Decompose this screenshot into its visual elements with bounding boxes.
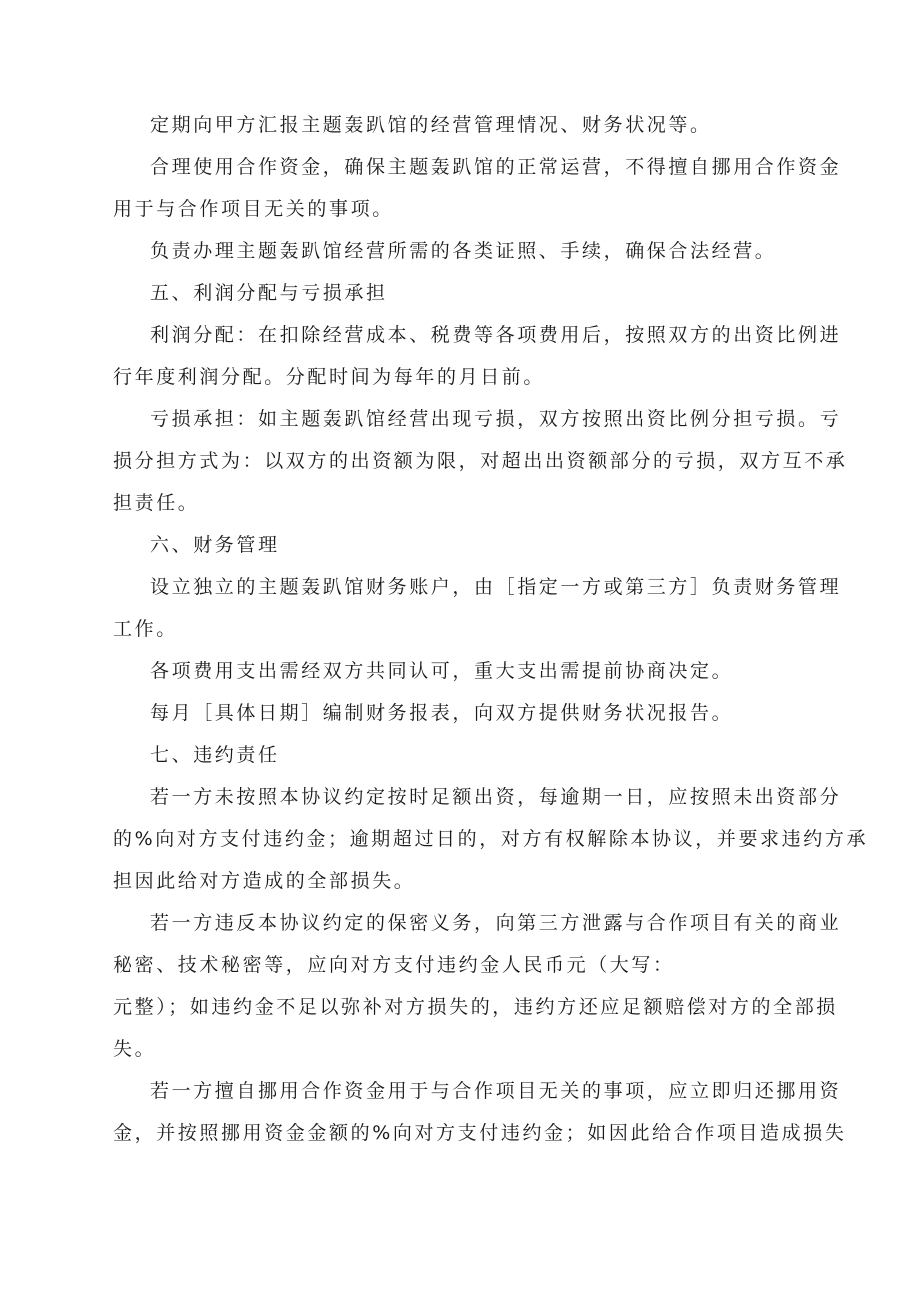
paragraph-line: 秘密、技术秘密等，应向对方支付违约金人民币元（大写： <box>113 954 675 976</box>
paragraph-line: 失。 <box>113 1038 157 1060</box>
paragraph-line: 行年度利润分配。分配时间为每年的月日前。 <box>113 366 546 388</box>
paragraph-line: 若一方未按照本协议约定按时足额出资，每逾期一日，应按照未出资部分 <box>150 786 842 808</box>
paragraph-line: 若一方擅自挪用合作资金用于与合作项目无关的事项，应立即归还挪用资 <box>150 1080 842 1102</box>
paragraph-line: 若一方违反本协议约定的保密义务，向第三方泄露与合作项目有关的商业 <box>150 912 842 934</box>
paragraph-line: 亏损承担：如主题轰趴馆经营出现亏损，双方按照出资比例分担亏损。亏 <box>150 408 842 430</box>
section-heading: 七、违约责任 <box>150 744 280 766</box>
paragraph-line: 各项费用支出需经双方共同认可，重大支出需提前协商决定。 <box>150 660 734 682</box>
section-heading: 五、利润分配与亏损承担 <box>150 282 388 304</box>
section-heading: 六、财务管理 <box>150 534 280 556</box>
paragraph-line: 元整）；如违约金不足以弥补对方损失的，违约方还应足额赔偿对方的全部损 <box>113 996 838 1018</box>
paragraph-line: 损分担方式为：以双方的出资额为限，对超出出资额部分的亏损，双方互不承 <box>113 450 848 472</box>
paragraph-line: 担责任。 <box>113 492 200 514</box>
paragraph-line: 的%向对方支付违约金；逾期超过日的，对方有权解除本协议，并要求违约方承 <box>113 828 869 850</box>
paragraph-line: 利润分配：在扣除经营成本、税费等各项费用后，按照双方的出资比例进 <box>150 324 842 346</box>
paragraph-line: 每月［具体日期］编制财务报表，向双方提供财务状况报告。 <box>150 702 734 724</box>
paragraph-line: 用于与合作项目无关的事项。 <box>113 198 394 220</box>
paragraph-line: 设立独立的主题轰趴馆财务账户，由［指定一方或第三方］负责财务管理 <box>150 576 842 598</box>
paragraph-line: 定期向甲方汇报主题轰趴馆的经营管理情况、财务状况等。 <box>150 114 712 136</box>
paragraph-line: 金，并按照挪用资金金额的%向对方支付违约金；如因此给合作项目造成损失 <box>113 1122 847 1144</box>
paragraph-line: 合理使用合作资金，确保主题轰趴馆的正常运营，不得擅自挪用合作资金 <box>150 156 842 178</box>
paragraph-line: 担因此给对方造成的全部损失。 <box>113 870 416 892</box>
paragraph-line: 负责办理主题轰趴馆经营所需的各类证照、手续，确保合法经营。 <box>150 240 777 262</box>
document-page <box>113 104 869 1154</box>
paragraph-line: 工作。 <box>113 618 178 640</box>
